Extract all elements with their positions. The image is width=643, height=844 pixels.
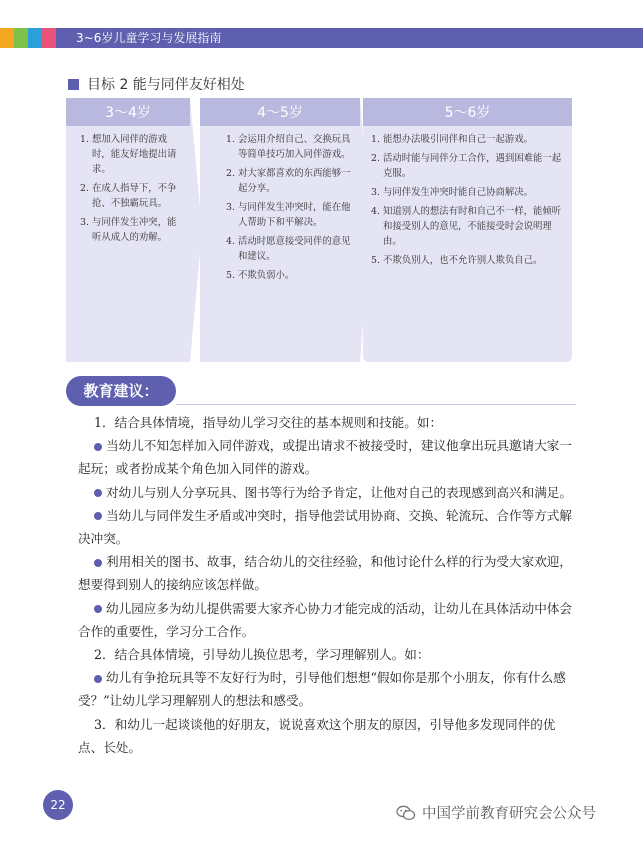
bullet-icon — [94, 512, 102, 520]
education-title-badge — [66, 376, 176, 406]
age-list — [80, 132, 180, 249]
color-block — [0, 28, 14, 48]
list-item: 2. 对大家都喜欢的东西能够一起分享。 — [226, 168, 351, 194]
list-item: 3. 与同伴发生冲突，能听从成人的劝解。 — [80, 217, 177, 243]
list-item: 5. 不欺负弱小。 — [226, 270, 295, 281]
color-block — [42, 28, 56, 48]
list-item: 3. 与同伴发生冲突时能自己协商解决。 — [371, 187, 534, 198]
age-heading: 3～4岁 — [105, 105, 151, 121]
watermark — [396, 802, 596, 823]
age-heading: 4～5岁 — [257, 105, 303, 121]
bullet-icon — [94, 675, 102, 683]
list-item: 1. 能想办法吸引同伴和自己一起游戏。 — [371, 134, 534, 145]
numbered-paragraph: 1．结合具体情境，指导幼儿学习交往的基本规则和技能。如： — [94, 415, 443, 430]
list-item: 2. 活动时能与同伴分工合作，遇到困难能一起克服。 — [371, 153, 562, 179]
bullet-paragraph: 幼儿有争抢玩具等不友好行为时，引导他们想想“假如你是那个小朋友，你有什么感受？”让幼儿学习理解别人的想法和感受。 — [78, 670, 566, 709]
list-item: 4. 活动时愿意接受同伴的意见和建议。 — [226, 236, 351, 262]
bullet-paragraph: 对幼儿与别人分享玩具、图书等行为给予肯定，让他对自己的表现感到高兴和满足。 — [78, 481, 578, 504]
bullet-paragraph: 利用相关的图书、故事，结合幼儿的交往经验，和他讨论什么样的行为受大家欢迎，想要得到别人的接纳应该怎样做。 — [78, 554, 572, 593]
age-box-4-5 — [200, 98, 360, 362]
education-title: 教育建议： — [83, 382, 159, 400]
education-body — [78, 411, 578, 759]
divider — [176, 404, 576, 405]
numbered-paragraph: 2．结合具体情境，引导幼儿换位思考，学习理解别人。如： — [94, 647, 430, 663]
age-box-5-6 — [363, 98, 572, 362]
list-item: 4. 知道别人的想法有时和自己不一样，能倾听和接受别人的意见，不能接受时会说明理由。 — [371, 206, 562, 247]
age-list — [371, 132, 566, 272]
bullet-paragraph: 当幼儿与同伴发生矛盾或冲突时，指导他尝试用协商、交换、轮流玩、合作等方式解决冲突。 — [78, 507, 572, 547]
color-block — [56, 28, 72, 48]
age-list — [226, 132, 354, 287]
list-item: 5. 不欺负别人，也不允许别人欺负自己。 — [371, 255, 543, 266]
age-heading: 5～6岁 — [444, 105, 491, 121]
book-title: 3~6岁儿童学习与发展指南 — [76, 31, 222, 45]
list-item: 1. 想加入同伴的游戏时，能友好地提出请求。 — [80, 134, 177, 175]
page-header — [0, 0, 643, 50]
color-block — [14, 28, 28, 48]
goal-square-icon — [68, 79, 79, 90]
bullet-paragraph: 当幼儿不知怎样加入同伴游戏，或提出请求不被接受时，建议他拿出玩具邀请大家一起玩；或者扮成某个角色加入同伴的游戏。 — [78, 438, 572, 477]
list-item: 2. 在成人指导下，不争抢、不独霸玩具。 — [80, 183, 177, 209]
bullet-icon — [94, 605, 102, 613]
age-box-3-4 — [66, 98, 190, 362]
goal-label: 目标 2 能与同伴友好相处 — [87, 77, 245, 93]
page-number: 22 — [50, 798, 66, 812]
bullet-icon — [94, 489, 102, 497]
page-number-badge — [43, 790, 73, 820]
color-block — [28, 28, 42, 48]
list-item: 3. 与同伴发生冲突时，能在他人帮助下和平解决。 — [226, 202, 351, 228]
bullet-paragraph: 幼儿园应多为幼儿提供需要大家齐心协力才能完成的活动，让幼儿在具体活动中体会合作的重要性，学习分工合作。 — [78, 600, 572, 639]
bullet-icon — [94, 559, 102, 567]
goal-heading — [68, 74, 245, 94]
wechat-icon — [396, 805, 416, 821]
color-strip — [0, 28, 72, 48]
list-item: 1. 会运用介绍自己、交换玩具等简单技巧加入同伴游戏。 — [226, 134, 351, 160]
numbered-paragraph: 3．和幼儿一起谈谈他的好朋友，说说喜欢这个朋友的原因，引导他多发现同伴的优点、长处。 — [78, 716, 556, 755]
bullet-icon — [94, 443, 102, 451]
watermark-text: 中国学前教育研究会公众号 — [422, 806, 596, 822]
